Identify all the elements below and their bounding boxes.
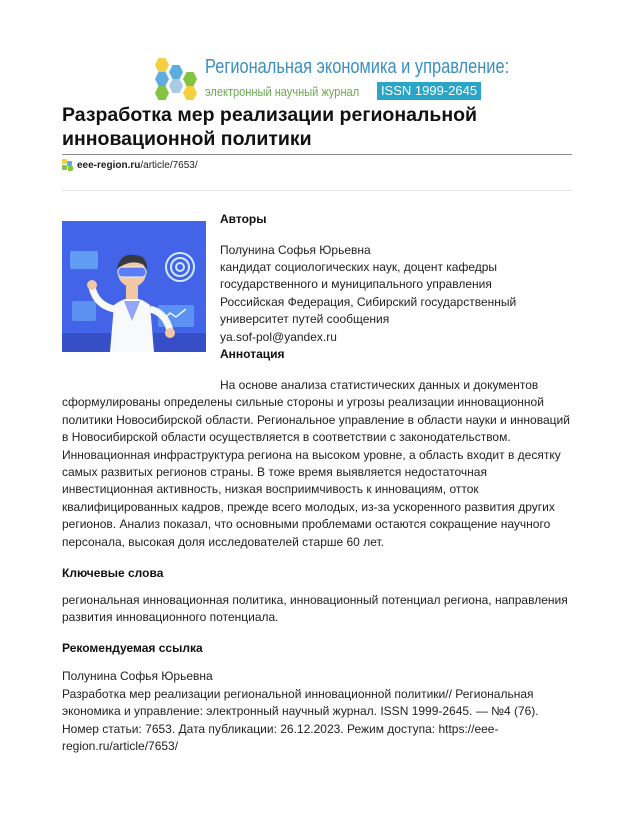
journal-header — [155, 56, 510, 102]
author-email[interactable]: ya.sof-pol@yandex.ru — [220, 330, 337, 344]
issn-badge: ISSN 1999-2645 — [377, 82, 481, 100]
author-name: Полунина Софья Юрьевна — [220, 243, 371, 257]
url-path: /article/7653/ — [140, 159, 198, 171]
citation-heading: Рекомендуемая ссылка — [62, 641, 203, 655]
hexagon-cluster-small-icon — [62, 159, 74, 171]
annotation-text: На основе анализа статистических данных и документов сформулированы определены сильные стороны и угрозы реализации инновационной политики Новосибирской области. Региональное управление в области науки и инноваций в Новосибирской области осуществляется в соответствии с законодательством. Инновационная инфраструктура региона на высоком уровне, а область входит в десятку самых развитых регионов страны. В тоже время выявляется недостаточная инвестиционная активность, низкая восприимчивость к инновациям, отток квалифицированных кадров, прежде всего молодых, из-за ускоренного развития других регионов. Анализ показал, что основными проблемами остаются сокращение научного персонала, высокая доля исследователей старше 60 лет. — [62, 378, 570, 549]
keywords-text: региональная инновационная политика, инновационный потенциал региона, направления развития инновационного потенциала. — [62, 593, 568, 625]
keywords-heading: Ключевые слова — [62, 566, 164, 580]
title-divider — [62, 154, 572, 155]
author-affiliation: кандидат социологических наук, доцент кафедры государственного и муниципального управления Российская Федерация, Сибирский государственный университет путей сообщения — [220, 260, 517, 327]
journal-title: Региональная экономика и управление: — [205, 56, 510, 78]
article-title: Разработка мер реализации региональной инновационной политики — [62, 104, 478, 150]
annotation-heading: Аннотация — [220, 347, 285, 361]
section-divider — [62, 190, 572, 191]
url-domain: eee-region.ru — [77, 159, 141, 171]
article-url[interactable] — [62, 159, 198, 171]
citation-text: Разработка мер реализации региональной инновационной политики// Региональная экономика и управление: электронный научный журнал. ISSN 1999-2645. — №4 (76). Номер статьи: 7653. Дата публикации: 26.12.2023. Режим доступа: https://eee-region.ru/article/7653/ — [62, 687, 539, 754]
authors-heading: Авторы — [220, 212, 267, 226]
citation-author: Полунина Софья Юрьевна — [62, 669, 213, 683]
vr-headset-man-illustration — [62, 221, 206, 352]
journal-subtitle: электронный научный журнал — [205, 84, 360, 99]
hexagon-cluster-logo-icon — [155, 58, 197, 100]
